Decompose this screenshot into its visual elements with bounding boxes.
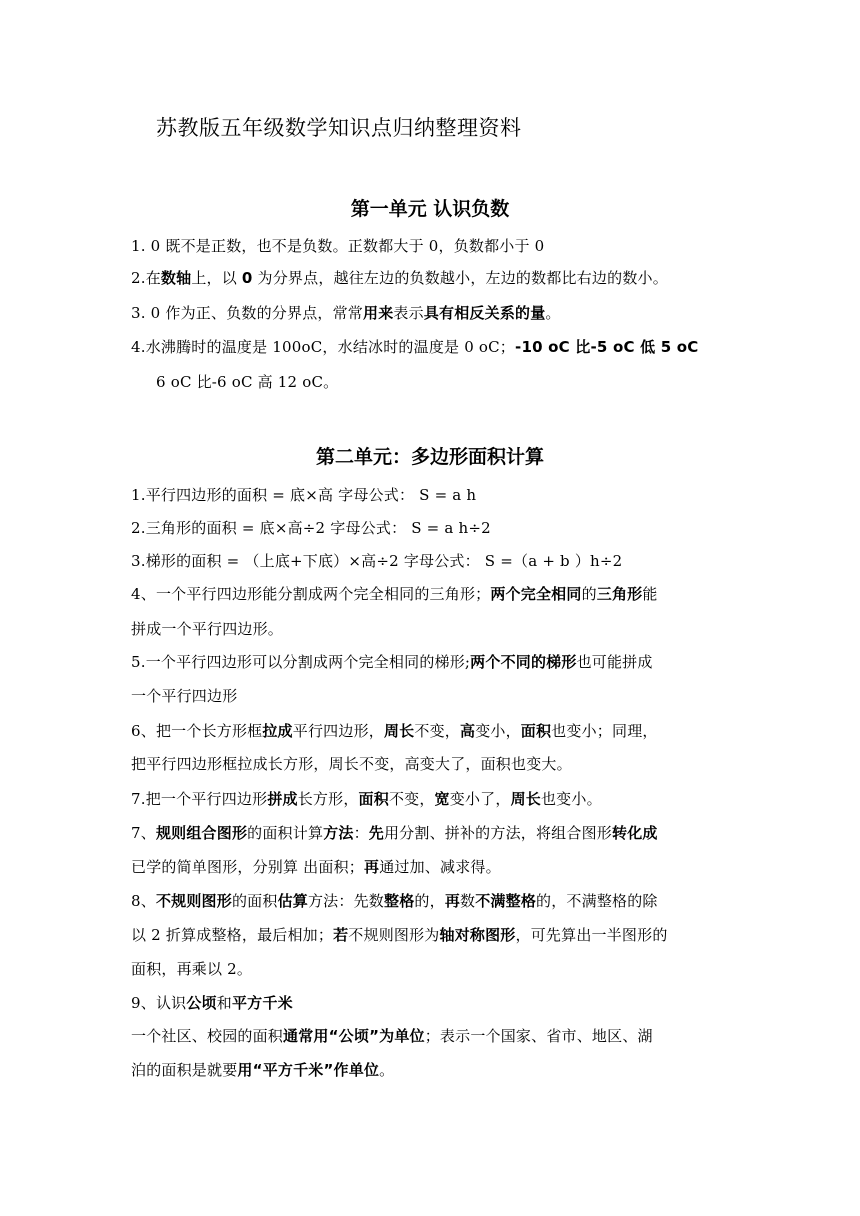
unit2-heading: 第二单元：多边形面积计算 — [315, 446, 544, 468]
bold-text: 用“平方千米”作单位 — [237, 1061, 380, 1079]
text-segment: 把平行四边形框拉成长方形，周长不变，高变大了，面积也变大。 — [131, 755, 572, 773]
text-segment: 和 — [216, 994, 232, 1012]
text-segment: 不变， — [414, 722, 460, 740]
text-segment: ： — [353, 824, 369, 842]
text-segment: 一个平行四边形 — [131, 687, 238, 705]
text-segment: 6、把一个长方形框 — [131, 722, 263, 740]
text-segment: 7.把一个平行四边形 — [131, 790, 268, 808]
text-segment: 已学的简单图形，分别算 出面积； — [131, 858, 364, 876]
bold-text: 三角形 — [596, 585, 643, 603]
text-segment: 的 — [581, 585, 597, 603]
text-segment: 的面积计算 — [247, 824, 324, 842]
unit2-line — [131, 822, 658, 843]
text-segment: 长方形， — [297, 790, 359, 808]
bold-text: 规则组合图形 — [155, 824, 248, 842]
bold-text: 转化成 — [612, 824, 658, 842]
unit2-line — [131, 720, 658, 741]
bold-text: 轴对称图形 — [439, 926, 516, 944]
bold-text: 0 — [241, 269, 253, 287]
text-segment: 7、 — [131, 824, 156, 842]
text-segment: 泊的面积是就要 — [131, 1061, 238, 1079]
unit2-line — [131, 618, 283, 639]
unit2-line — [131, 788, 602, 809]
text-segment: 3. 0 作为正、负数的分界点，常常 — [131, 304, 363, 322]
text-segment: 不变， — [388, 790, 435, 808]
unit2-line — [131, 517, 491, 538]
text-segment: 2.在 — [131, 269, 161, 287]
unit2-line — [131, 1059, 394, 1080]
document-title: 苏教版五年级数学知识点归纳整理资料 — [156, 116, 522, 140]
text-segment: 的面积 — [231, 892, 278, 910]
text-segment: 拼成一个平行四边形。 — [131, 620, 284, 638]
unit1-line — [131, 302, 561, 323]
bold-text: 公顷 — [186, 994, 217, 1012]
text-segment: 也变小；同理， — [551, 722, 658, 740]
unit2-line — [131, 924, 668, 945]
bold-text: 两个完全相同 — [490, 585, 582, 603]
bold-text: 面积 — [520, 722, 552, 740]
bold-text: 面积 — [358, 790, 389, 808]
bold-text: 再 — [363, 858, 380, 876]
text-segment: 方法：先数 — [307, 892, 384, 910]
text-segment: 8、 — [131, 892, 156, 910]
text-segment: 用分割、拼补的方法，将组合图形 — [383, 824, 612, 842]
unit1-line — [131, 267, 668, 288]
unit2-line — [131, 958, 252, 979]
text-segment: 一个社区、校园的面积 — [131, 1027, 284, 1045]
bold-text: 用来 — [363, 304, 394, 322]
text-segment: 能 — [642, 585, 658, 603]
bold-text: 高 — [459, 722, 476, 740]
text-segment: 数 — [460, 892, 476, 910]
bold-text: 若 — [333, 926, 349, 944]
text-segment: 。 — [379, 1061, 395, 1079]
text-segment: 以 2 折算成整格，最后相加； — [131, 926, 334, 944]
unit1-line — [131, 336, 699, 357]
unit2-line — [131, 753, 572, 774]
bold-text: 平方千米 — [231, 994, 293, 1012]
bold-text: 周长 — [510, 790, 541, 808]
text-segment: 也可能拼成 — [576, 653, 653, 671]
bold-text: 整格 — [384, 892, 415, 910]
unit2-line — [131, 890, 658, 911]
unit2-line — [131, 992, 293, 1013]
text-segment: ，可先算出一半图形的 — [515, 926, 668, 944]
bold-text: 两个不同的梯形 — [470, 653, 577, 671]
text-segment: 5.一个平行四边形可以分割成两个完全相同的梯形; — [131, 653, 471, 671]
unit1-heading: 第一单元 认识负数 — [350, 198, 510, 220]
bold-text: 不满整格 — [475, 892, 537, 910]
bold-text: 再 — [444, 892, 461, 910]
text-segment: 变小了， — [449, 790, 511, 808]
text-segment: 6 oC 比-6 oC 高 12 oC。 — [156, 373, 339, 391]
text-segment: 为分界点，越往左边的负数越小，左边的数都比右边的数小。 — [252, 269, 668, 287]
bold-text: 周长 — [383, 722, 415, 740]
unit2-line — [131, 1025, 653, 1046]
text-segment: 的， — [414, 892, 445, 910]
unit2-line — [131, 685, 237, 706]
text-segment: 1.平行四边形的面积 = 底×高 字母公式： S = a h — [131, 486, 477, 504]
text-segment: 面积，再乘以 2。 — [131, 960, 253, 978]
unit2-line — [131, 484, 476, 505]
unit2-line — [131, 856, 501, 877]
text-segment: 的，不满整格的除 — [536, 892, 658, 910]
unit2-line — [131, 583, 658, 604]
unit2-line — [131, 651, 653, 672]
text-segment: 1. 0 既不是正数，也不是负数。正数都大于 0，负数都小于 0 — [131, 237, 545, 255]
text-segment: 也变小。 — [540, 790, 602, 808]
text-segment: 变小， — [475, 722, 521, 740]
text-segment: 不规则图形为 — [348, 926, 440, 944]
text-segment: 4、一个平行四边形能分割成两个完全相同的三角形； — [131, 585, 491, 603]
text-segment: 2.三角形的面积 = 底×高÷2 字母公式： S = a h÷2 — [131, 519, 491, 537]
bold-text: 拼成 — [267, 790, 298, 808]
bold-text: 估算 — [277, 892, 308, 910]
text-segment: ；表示一个国家、省市、地区、湖 — [424, 1027, 653, 1045]
text-segment: 3.梯形的面积 = （上底+下底）×高÷2 字母公式： S =（a + b ）h÷2 — [131, 552, 623, 570]
text-segment: 4.水沸腾时的温度是 100oC，水结冰时的温度是 0 oC； — [131, 338, 516, 356]
bold-text: 先 — [368, 824, 384, 842]
bold-text: 数轴 — [160, 269, 192, 287]
bold-text: 方法 — [323, 824, 354, 842]
unit1-line — [156, 371, 338, 392]
bold-text: 宽 — [434, 790, 450, 808]
bold-text: 拉成 — [262, 722, 293, 740]
unit1-line — [131, 235, 544, 256]
text-segment: 通过加、减求得。 — [379, 858, 501, 876]
text-segment: 表示 — [393, 304, 424, 322]
text-segment: 。 — [545, 304, 561, 322]
bold-text: 通常用“公顷”为单位 — [283, 1027, 425, 1045]
text-segment: 9、认识 — [131, 994, 187, 1012]
text-segment: 上，以 — [191, 269, 242, 287]
unit2-line — [131, 550, 622, 571]
bold-text: -10 oC 比-5 oC 低 5 oC — [515, 338, 699, 356]
text-segment: 平行四边形， — [292, 722, 384, 740]
bold-text: 具有相反关系的量 — [423, 304, 546, 322]
bold-text: 不规则图形 — [155, 892, 232, 910]
